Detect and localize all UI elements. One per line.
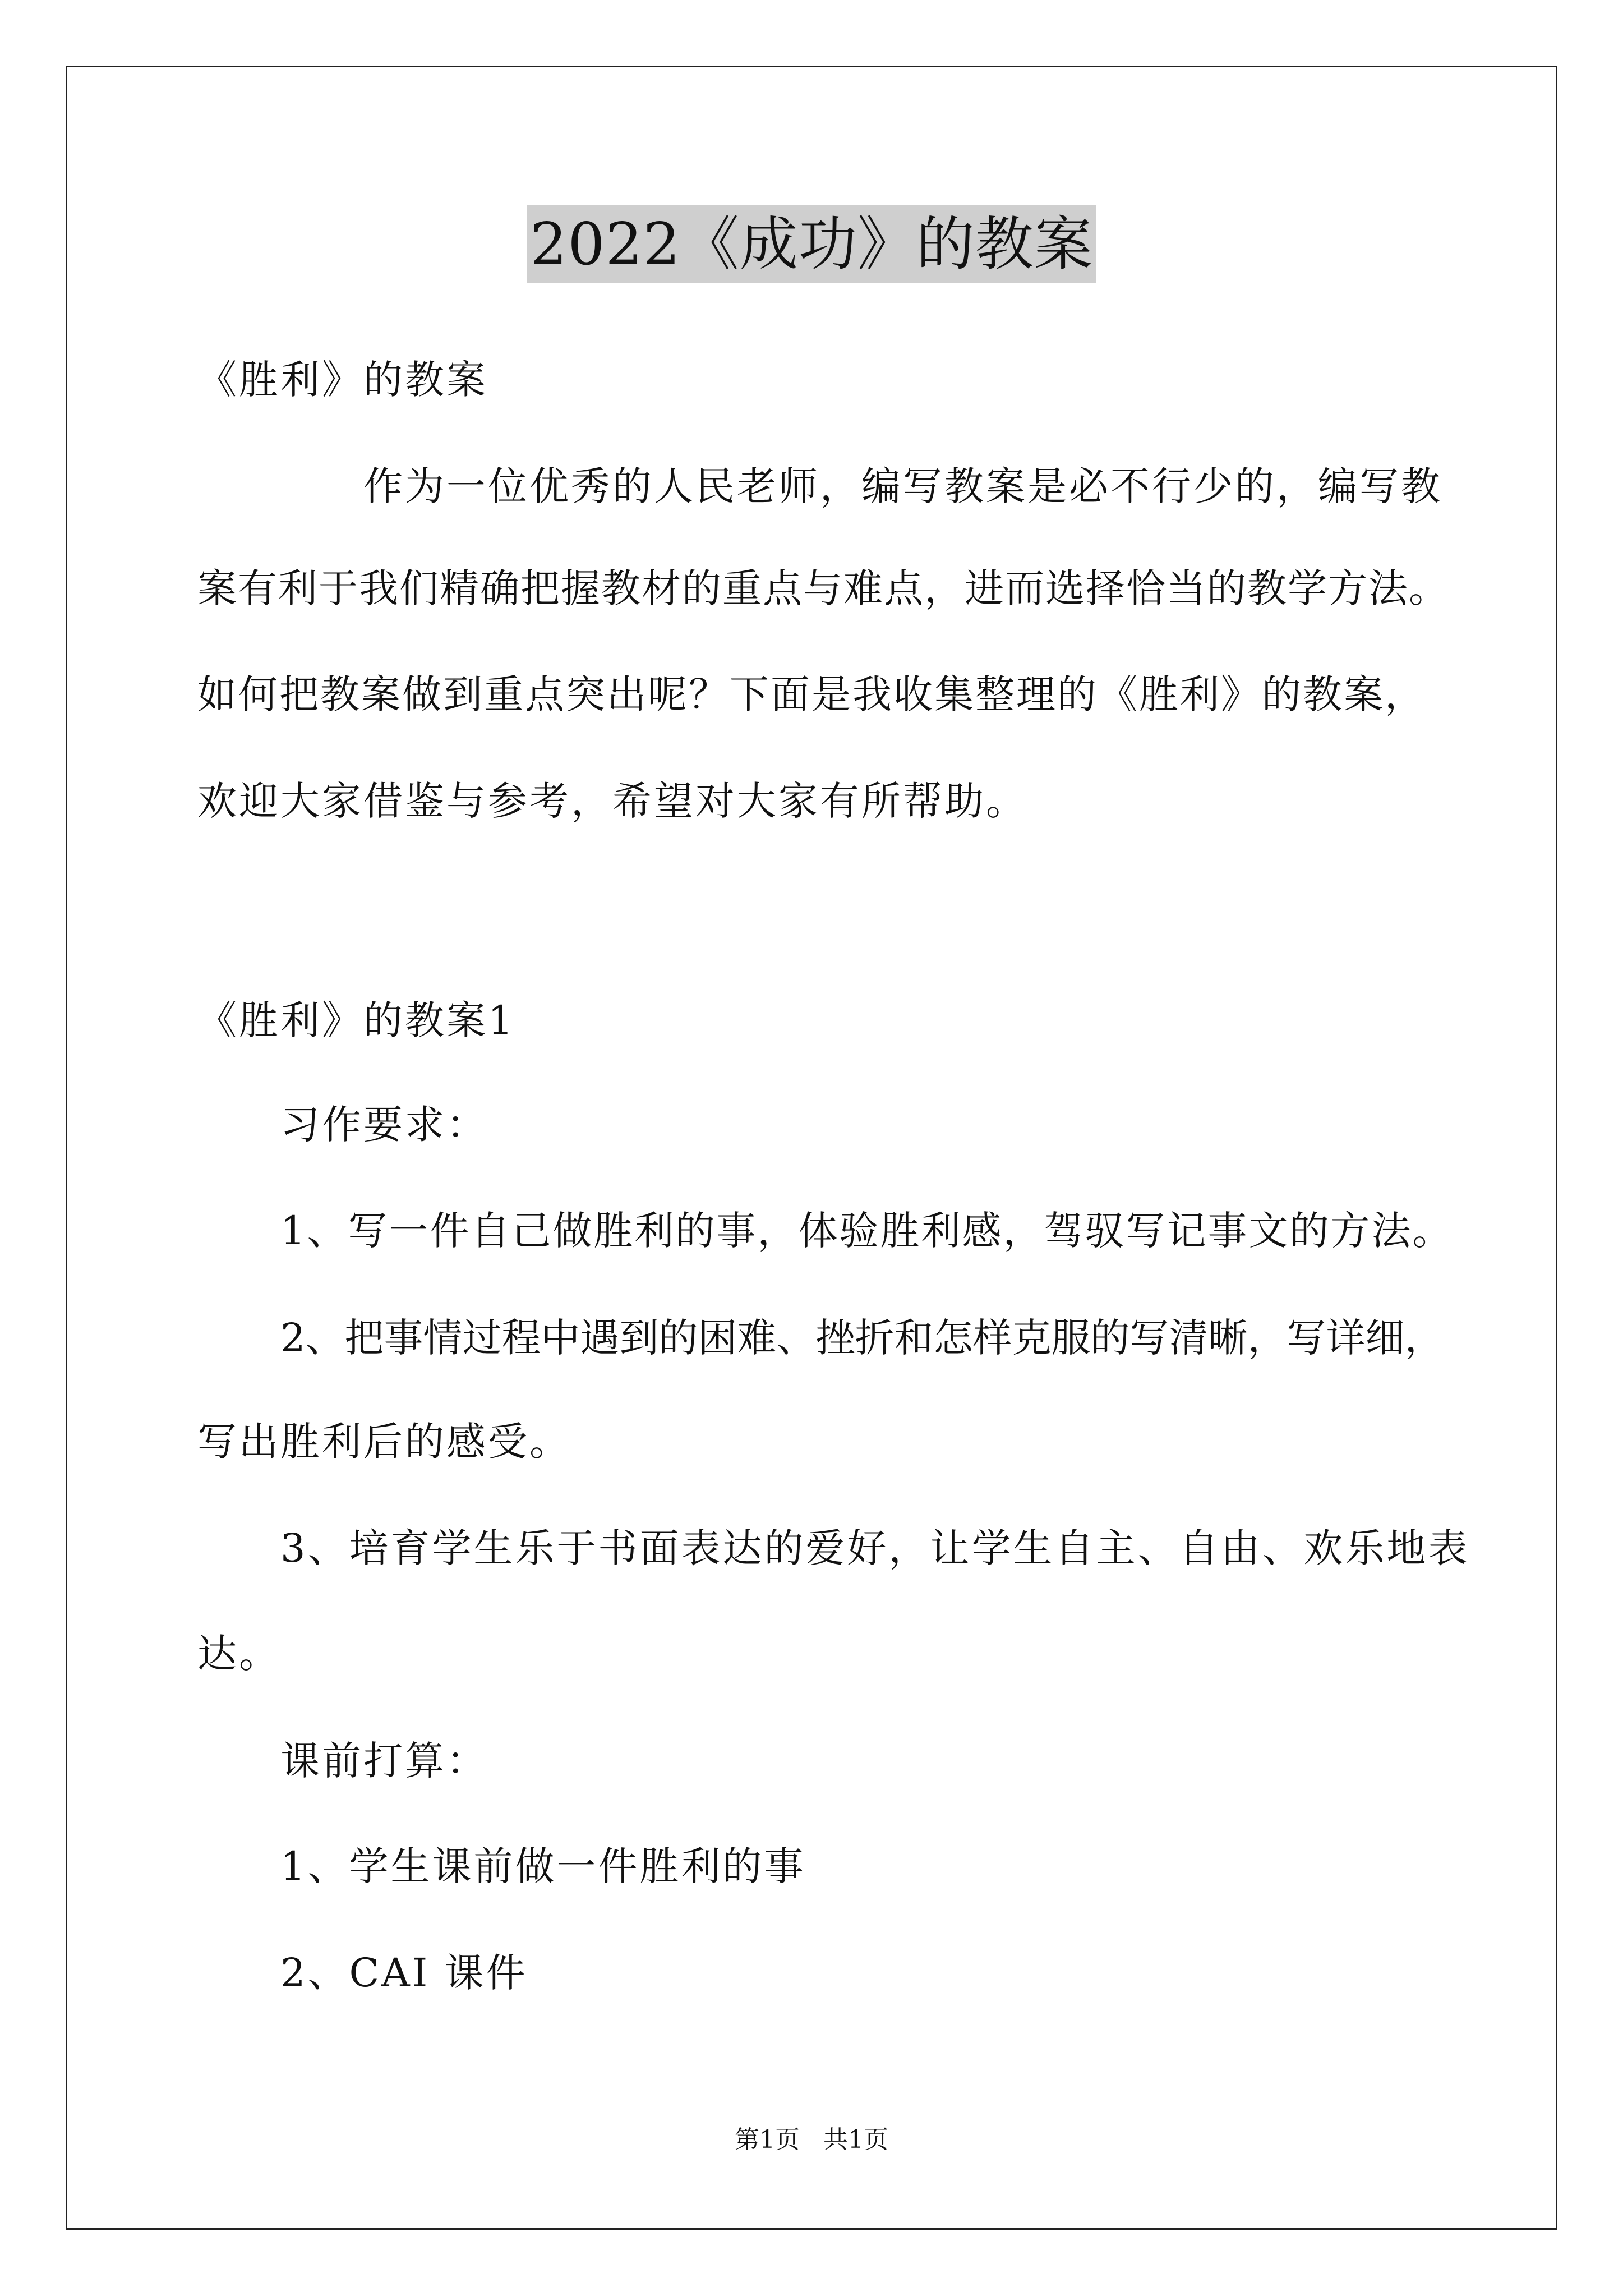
intro-line-4: 欢迎大家借鉴与参考，希望对大家有所帮助。 <box>197 778 1027 824</box>
body-line-6: 达。 <box>197 1631 280 1677</box>
section-heading: 《胜利》的教案1 <box>197 997 515 1043</box>
title-container <box>0 205 1623 283</box>
body-line-1: 习作要求： <box>280 1102 488 1148</box>
intro-line-2: 案有利于我们精确把握教材的重点与难点，进而选择恰当的教学方法。 <box>197 565 1449 611</box>
body-line-3: 2、把事情过程中遇到的困难、挫折和怎样克服的写清晰，写详细， <box>280 1315 1444 1361</box>
page-footer: 第1页 共1页 <box>735 2125 888 2154</box>
document-title: 2022《成功》的教案 <box>527 205 1096 283</box>
document-heading: 《胜利》的教案 <box>197 357 488 403</box>
body-line-8: 1、学生课前做一件胜利的事 <box>280 1843 806 1889</box>
body-line-4: 写出胜利后的感受。 <box>197 1419 571 1465</box>
body-line-5: 3、培育学生乐于书面表达的爱好，让学生自主、自由、欢乐地表 <box>280 1525 1470 1571</box>
body-line-9: 2、CAI 课件 <box>280 1950 528 1996</box>
body-line-7: 课前打算： <box>280 1738 488 1784</box>
intro-line-3: 如何把教案做到重点突出呢？下面是我收集整理的《胜利》的教案， <box>197 671 1426 717</box>
body-line-2: 1、写一件自己做胜利的事，体验胜利感，驾驭写记事文的方法。 <box>280 1208 1454 1254</box>
intro-line-1: 作为一位优秀的人民老师，编写教案是必不行少的，编写教 <box>363 463 1442 509</box>
